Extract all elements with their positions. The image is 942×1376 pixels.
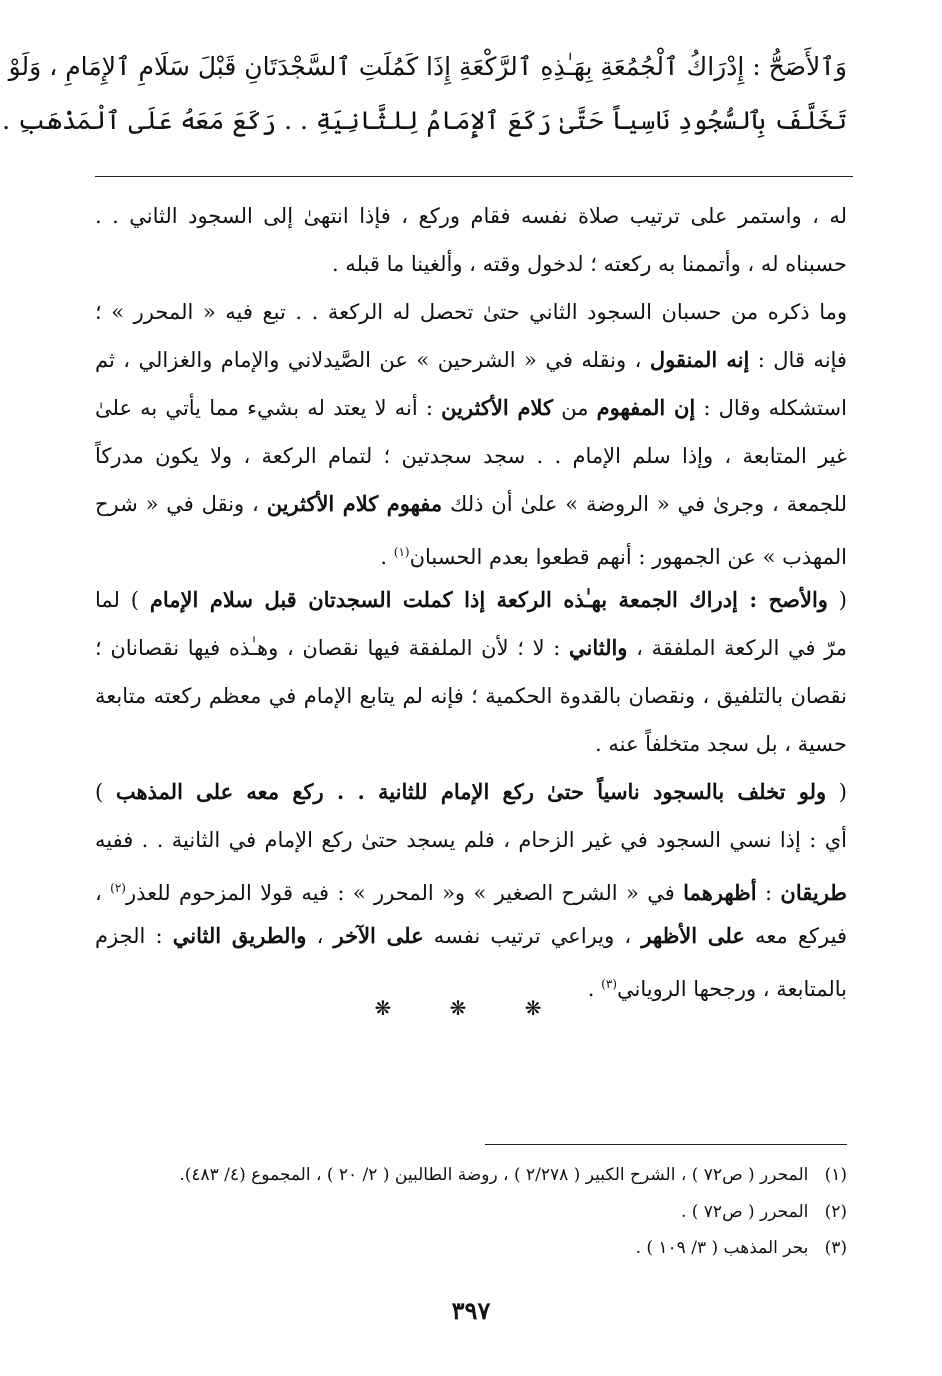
p1-line-2: حسبناه له ، وأتممنا به ركعته ؛ لدخول وقته ، وألغينا ما قبله . xyxy=(331,252,847,276)
footnote-1 xyxy=(95,1162,847,1188)
footnote-ref-2: (٢) xyxy=(110,881,126,895)
p2-line-2: فإنه قال : إنه المنقول ، ونقله في « الشرحين » عن الصَّيدلاني والإمام والغزالي ، ثم xyxy=(95,347,847,372)
footnote-2-text: المحرر ( ص٧٢ ) . xyxy=(680,1202,809,1222)
footnote-ref-3: (٣) xyxy=(601,977,617,991)
p3-line-4: حسية ، بل سجد متخلفاً عنه . xyxy=(595,732,847,756)
p3-line-2: مرّ في الركعة الملفقة ، والثاني : لا ؛ لأن الملفقة فيها نقصان ، وهـٰذه فيها نقصانان ؛ xyxy=(95,635,847,660)
p4-line-5: بالمتابعة ، ورجحها الروياني$^{(٣)}$ . xyxy=(587,977,847,1001)
p2-line-3: استشكله وقال : إن المفهوم من كلام الأكثرين : أنه لا يعتد له بشيء مما يأتي به علىٰ xyxy=(95,395,847,420)
p3-line-1: ( والأصح : إدراك الجمعة بهـٰذه الركعة إذا كملت السجدتان قبل سلام الإمام ) لما xyxy=(95,587,847,612)
footnote-1-number: (١) xyxy=(824,1165,847,1185)
p2-line-6: المهذب » عن الجمهور : أنهم قطعوا بعدم الحسبان$^{(١)}$ . xyxy=(380,545,847,569)
footnote-3-number: (٣) xyxy=(824,1238,847,1258)
matn-line-1: وَٱلأَصَحُّ : إِدْرَاكُ ٱلْجُمُعَةِ بِهَـٰذِهِ ٱلرَّكْعَةِ إِذَا كَمُلَتِ ٱلسَّجْدَتَانِ قَبْلَ سَلَامِ ٱلإِمَامِ ، وَلَوْ xyxy=(8,52,847,81)
p4-line-1: ( ولو تخلف بالسجود ناسياً حتىٰ ركع الإمام للثانية . . ركع معه على المذهب ) xyxy=(95,779,847,804)
footnote-3 xyxy=(95,1235,847,1261)
footnote-2-number: (٢) xyxy=(824,1202,847,1222)
footnote-ref-1: (١) xyxy=(393,545,410,559)
p2-line-4: غير المتابعة ، وإذا سلم الإمام . . سجد سجدتين ؛ لتمام الركعة ، ولا يكون مدركاً xyxy=(95,444,847,468)
p3-line-3: نقصان بالتلفيق ، ونقصان بالقدوة الحكمية ؛ فإنه لم يتابع الإمام في معظم ركعته متابعة xyxy=(95,684,847,708)
p2-line-1: وما ذكره من حسبان السجود الثاني حتىٰ تحصل له الركعة . . تبع فيه « المحرر » ؛ xyxy=(95,300,847,324)
p4-line-3: طريقان : أظهرهما في « الشرح الصغير » و« المحرر » : فيه قولا المزحوم للعذر$^{(٢)}$ ، xyxy=(95,880,848,905)
p4-line-4: فيركع معه على الأظهر ، ويراعي ترتيب نفسه على الآخر ، والطريق الثاني : الجزم xyxy=(95,923,847,948)
p4-line-2: أي : إذا نسي السجود في غير الزحام ، فلم يسجد حتىٰ ركع الإمام في الثانية . . ففيه xyxy=(95,828,847,852)
matn-divider xyxy=(95,176,853,177)
p1-line-1: له ، واستمر على ترتيب صلاة نفسه فقام وركع ، فإذا انتهىٰ إلى السجود الثاني . . xyxy=(95,204,847,228)
p2-line-5: للجمعة ، وجرىٰ في « الروضة » علىٰ أن ذلك مفهوم كلام الأكثرين ، ونقل في « شرح xyxy=(95,491,848,516)
page-number: ٣٩٧ xyxy=(451,1296,491,1325)
section-separator: ❋ ❋ ❋ xyxy=(374,996,568,1020)
footnote-2 xyxy=(95,1199,847,1225)
footnote-3-text: بحر المذهب ( ٣/ ١٠٩ ) . xyxy=(635,1238,809,1258)
footnote-divider xyxy=(485,1144,847,1145)
footnote-1-text: المحرر ( ص٧٢ ) ، الشرح الكبير ( ٢/٢٧٨ ) ، روضة الطالبين ( ٢/ ٢٠ ) ، المجموع (٤/ ٤٨٣). xyxy=(179,1165,809,1185)
matn-line-2: تَخَلَّفَ بِٱلسُّجُودِ نَاسِياً حَتَّىٰ رَكَعَ ٱلإِمَامُ لِلثَّانِيَةِ . . رَكَعَ مَعَهُ عَلَى ٱلْمَذْهَبِ . xyxy=(2,106,847,135)
